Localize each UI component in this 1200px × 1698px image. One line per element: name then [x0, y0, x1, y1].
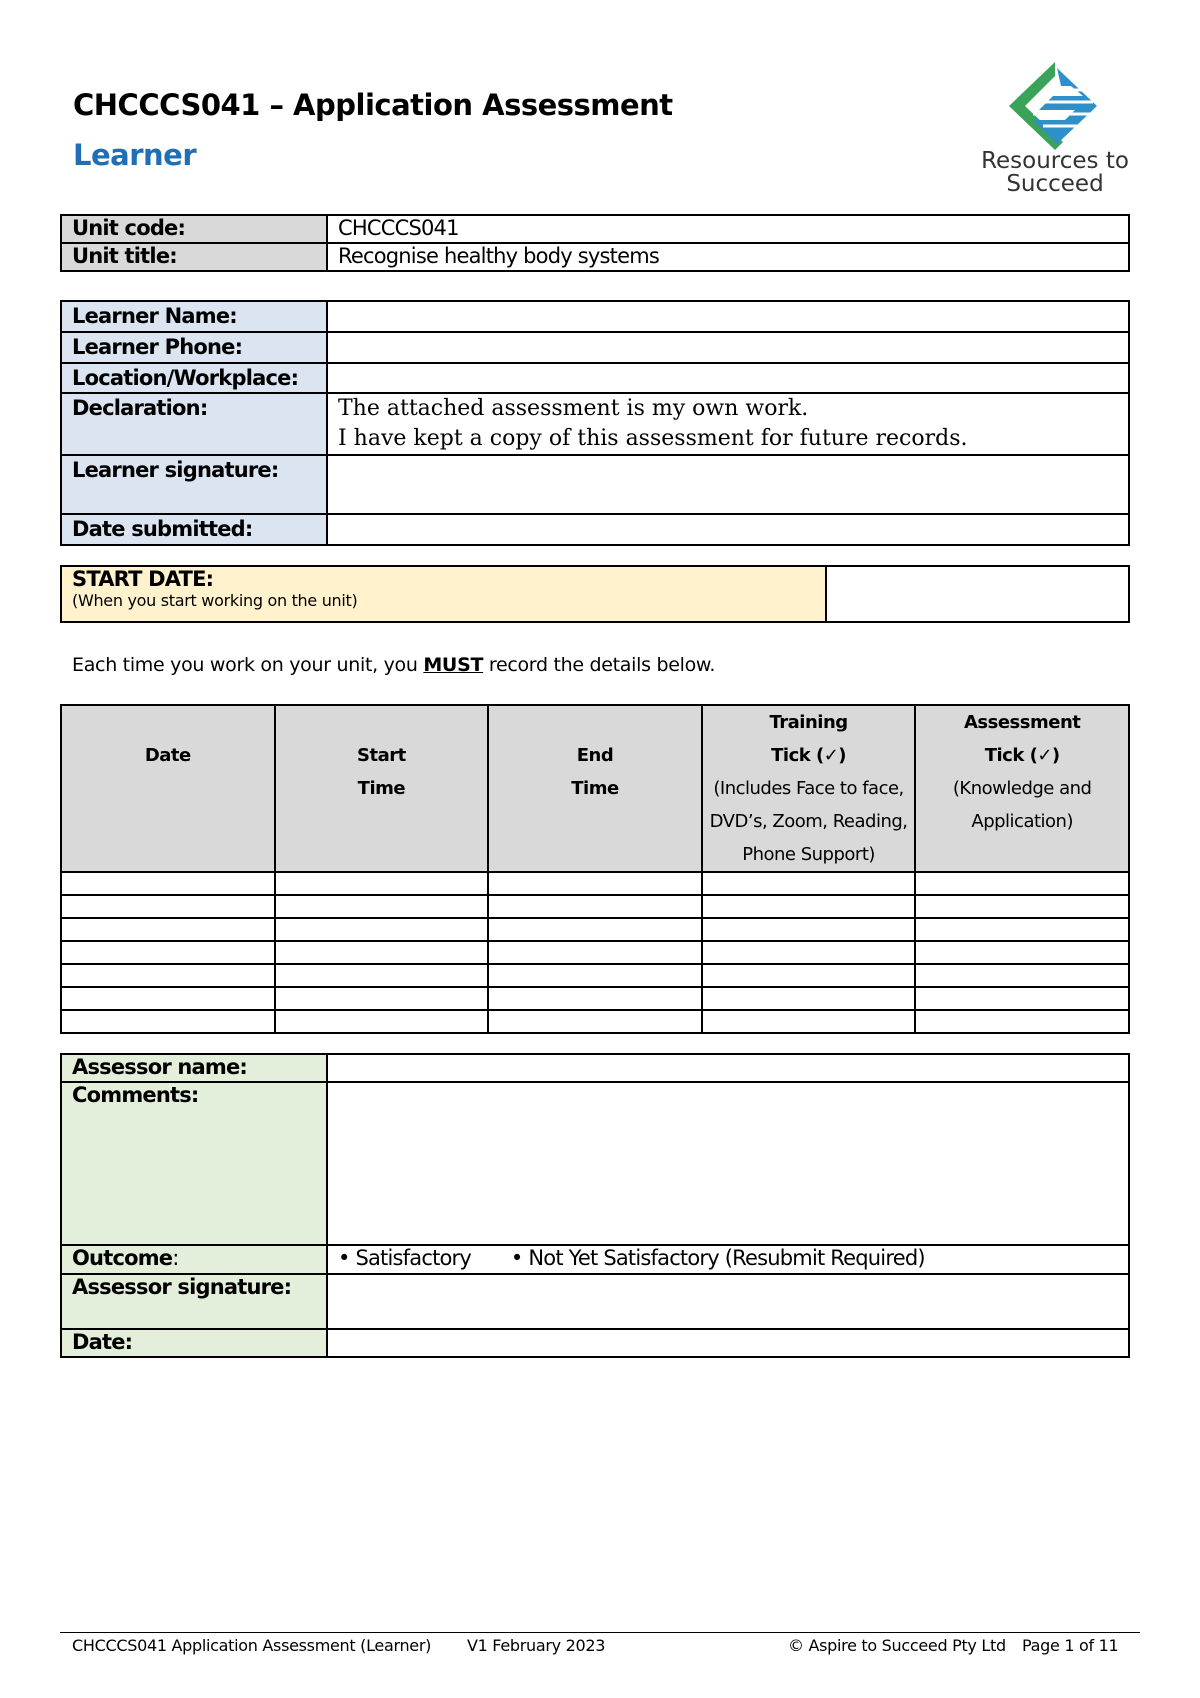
instruction-before: Each time you work on your unit, you — [72, 654, 424, 676]
date-submitted-field[interactable] — [327, 514, 1129, 545]
work-log-cell-training-tick[interactable] — [702, 872, 916, 895]
logo — [975, 60, 1135, 200]
work-log-cell-start-time[interactable] — [275, 918, 489, 941]
work-log-cell-date[interactable] — [61, 872, 275, 895]
work-log-cell-end-time[interactable] — [488, 964, 702, 987]
work-log-cell-date[interactable] — [61, 895, 275, 918]
work-log-cell-training-tick[interactable] — [702, 964, 916, 987]
work-log-table — [60, 704, 1130, 1034]
start-date-field[interactable] — [826, 566, 1129, 622]
unit-code-row — [61, 215, 1129, 243]
work-log-row — [61, 895, 1129, 918]
assessor-date-label: Date: — [61, 1329, 327, 1357]
work-log-cell-start-time[interactable] — [275, 895, 489, 918]
outcome-options — [327, 1245, 1129, 1274]
work-log-cell-assessment-tick[interactable] — [915, 895, 1129, 918]
learner-phone-row — [61, 332, 1129, 363]
comments-field[interactable] — [327, 1082, 1129, 1245]
col-start-label-1: Start — [357, 745, 406, 766]
work-log-cell-training-tick[interactable] — [702, 987, 916, 1010]
logo-diamond-icon — [1005, 60, 1105, 150]
col-date-label: Date — [144, 745, 191, 766]
work-log-row — [61, 987, 1129, 1010]
learner-name-label: Learner Name: — [61, 301, 327, 332]
work-log-cell-assessment-tick[interactable] — [915, 987, 1129, 1010]
comments-label: Comments: — [61, 1082, 327, 1245]
start-date-label: START DATE: — [72, 567, 214, 591]
work-log-cell-assessment-tick[interactable] — [915, 1010, 1129, 1033]
work-log-row — [61, 918, 1129, 941]
start-date-label-cell — [61, 566, 826, 622]
work-log-cell-assessment-tick[interactable] — [915, 918, 1129, 941]
col-training-label-2: Tick (✓) — [771, 745, 847, 766]
assessor-signature-row — [61, 1274, 1129, 1329]
assessor-table — [60, 1053, 1130, 1358]
col-training-header — [702, 705, 916, 872]
work-log-cell-training-tick[interactable] — [702, 918, 916, 941]
start-date-table — [60, 565, 1130, 623]
unit-title-value: Recognise healthy body systems — [327, 243, 1129, 271]
outcome-not-yet-option[interactable]: • Not Yet Satisfactory (Resubmit Required) — [510, 1246, 925, 1270]
location-label: Location/Workplace: — [61, 363, 327, 393]
work-log-cell-training-tick[interactable] — [702, 941, 916, 964]
work-log-cell-date[interactable] — [61, 918, 275, 941]
work-log-cell-start-time[interactable] — [275, 872, 489, 895]
comments-row — [61, 1082, 1129, 1245]
work-log-cell-end-time[interactable] — [488, 895, 702, 918]
work-log-row — [61, 964, 1129, 987]
work-log-header-row — [61, 705, 1129, 872]
work-log-cell-date[interactable] — [61, 1010, 275, 1033]
work-log-cell-end-time[interactable] — [488, 1010, 702, 1033]
learner-phone-field[interactable] — [327, 332, 1129, 363]
work-log-cell-assessment-tick[interactable] — [915, 941, 1129, 964]
declaration-text — [327, 393, 1129, 455]
footer-page: Page 1 of 11 — [1022, 1636, 1119, 1655]
footer-copyright: © Aspire to Succeed Pty Ltd — [788, 1636, 1006, 1655]
work-log-cell-start-time[interactable] — [275, 941, 489, 964]
outcome-row — [61, 1245, 1129, 1274]
declaration-label: Declaration: — [61, 393, 327, 455]
declaration-row — [61, 393, 1129, 455]
work-log-cell-assessment-tick[interactable] — [915, 872, 1129, 895]
work-log-cell-start-time[interactable] — [275, 1010, 489, 1033]
page-subtitle: Learner — [73, 138, 197, 172]
work-log-cell-start-time[interactable] — [275, 987, 489, 1010]
work-log-cell-date[interactable] — [61, 964, 275, 987]
learner-signature-row — [61, 455, 1129, 514]
instruction-emphasis: MUST — [423, 654, 484, 676]
assessor-name-label: Assessor name: — [61, 1054, 327, 1082]
unit-table — [60, 214, 1130, 272]
assessor-date-row — [61, 1329, 1129, 1357]
work-log-cell-training-tick[interactable] — [702, 895, 916, 918]
assessor-signature-label: Assessor signature: — [61, 1274, 327, 1329]
outcome-satisfactory-option[interactable]: • Satisfactory — [338, 1246, 472, 1270]
logo-text — [975, 150, 1135, 196]
outcome-label: Outcome — [72, 1246, 173, 1270]
col-assessment-label-1: Assessment — [963, 712, 1081, 733]
start-date-note: (When you start working on the unit) — [72, 591, 358, 610]
work-log-cell-date[interactable] — [61, 941, 275, 964]
col-assessment-label-3: (Knowledge and Application) — [952, 778, 1092, 832]
logo-text-line2: Succeed — [1006, 171, 1104, 197]
assessor-name-row — [61, 1054, 1129, 1082]
footer-version: V1 February 2023 — [467, 1636, 606, 1655]
instruction-after: record the details below. — [483, 654, 716, 676]
work-log-row — [61, 941, 1129, 964]
learner-table — [60, 300, 1130, 546]
work-log-cell-end-time[interactable] — [488, 872, 702, 895]
logo-text-line1: Resources to — [981, 148, 1129, 174]
learner-signature-field[interactable] — [327, 455, 1129, 514]
work-log-cell-training-tick[interactable] — [702, 1010, 916, 1033]
declaration-line1: The attached assessment is my own work. — [338, 396, 809, 421]
learner-phone-label: Learner Phone: — [61, 332, 327, 363]
col-start-label-2: Time — [357, 778, 406, 799]
work-log-cell-end-time[interactable] — [488, 987, 702, 1010]
col-training-label-1: Training — [769, 712, 848, 733]
col-end-label-1: End — [576, 745, 614, 766]
start-date-row — [61, 566, 1129, 622]
work-log-cell-date[interactable] — [61, 987, 275, 1010]
declaration-line2: I have kept a copy of this assessment for future records. — [338, 426, 968, 451]
col-assessment-header — [915, 705, 1129, 872]
footer-doc-name: CHCCCS041 Application Assessment (Learner) — [72, 1636, 432, 1655]
assessor-date-field[interactable] — [327, 1329, 1129, 1357]
assessor-signature-field[interactable] — [327, 1274, 1129, 1329]
location-row — [61, 363, 1129, 393]
learner-name-row — [61, 301, 1129, 332]
col-end-label-2: Time — [571, 778, 619, 799]
page-title: CHCCCS041 – Application Assessment — [73, 88, 673, 122]
work-log-cell-end-time[interactable] — [488, 918, 702, 941]
outcome-label-cell — [61, 1245, 327, 1274]
work-log-cell-start-time[interactable] — [275, 964, 489, 987]
unit-title-row — [61, 243, 1129, 271]
col-start-header — [275, 705, 489, 872]
unit-code-value: CHCCCS041 — [327, 215, 1129, 243]
learner-signature-label: Learner signature: — [61, 455, 327, 514]
outcome-colon: : — [172, 1246, 179, 1270]
work-log-body — [61, 872, 1129, 1033]
col-assessment-label-2: Tick (✓) — [984, 745, 1060, 766]
date-submitted-row — [61, 514, 1129, 545]
location-field[interactable] — [327, 363, 1129, 393]
col-training-label-3: (Includes Face to face, DVD’s, Zoom, Reading, Phone Support) — [709, 778, 908, 865]
col-end-header — [488, 705, 702, 872]
unit-code-label: Unit code: — [61, 215, 327, 243]
work-log-cell-assessment-tick[interactable] — [915, 964, 1129, 987]
date-submitted-label: Date submitted: — [61, 514, 327, 545]
work-log-cell-end-time[interactable] — [488, 941, 702, 964]
learner-name-field[interactable] — [327, 301, 1129, 332]
col-date-header — [61, 705, 275, 872]
work-log-row — [61, 1010, 1129, 1033]
assessor-name-field[interactable] — [327, 1054, 1129, 1082]
log-instruction — [72, 654, 715, 676]
work-log-row — [61, 872, 1129, 895]
unit-title-label: Unit title: — [61, 243, 327, 271]
footer-divider — [60, 1632, 1140, 1633]
